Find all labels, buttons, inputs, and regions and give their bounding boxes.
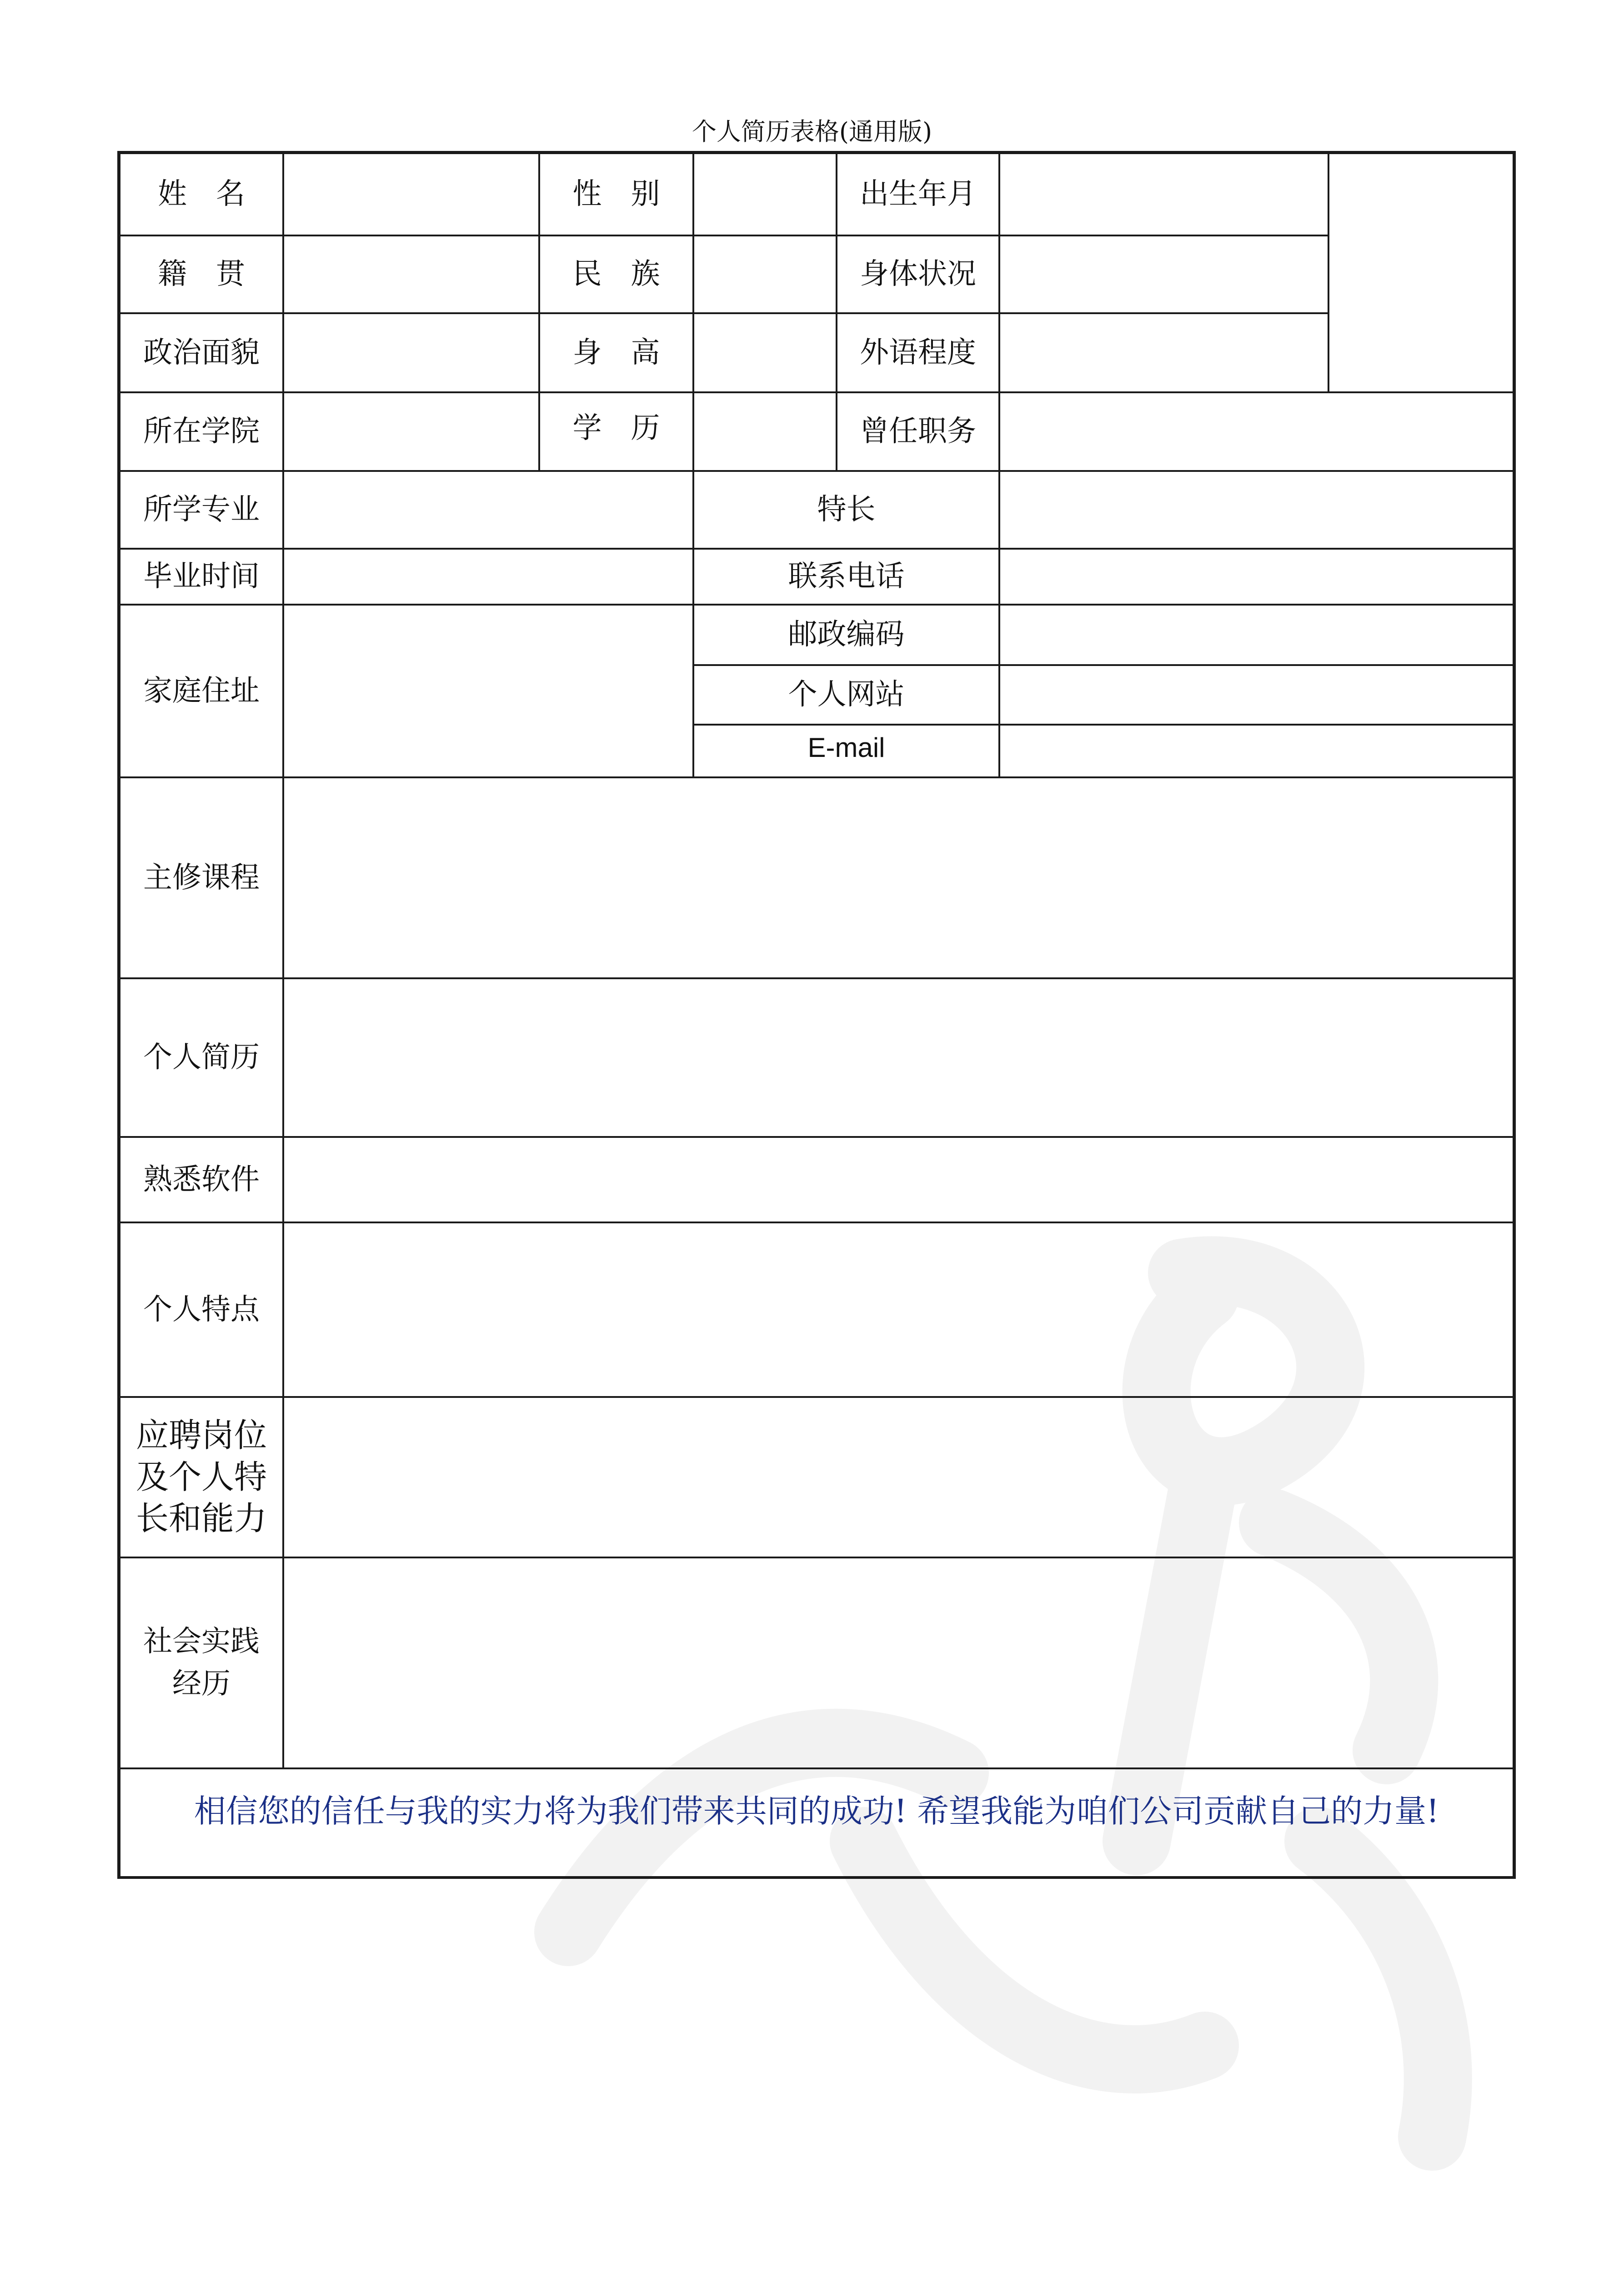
health-label: 身体状况 [860,257,976,291]
birth-field[interactable] [1000,154,1328,235]
college-label: 所在学院 [143,415,260,449]
website-label: 个人网站 [788,678,905,712]
website-field[interactable] [1000,666,1513,724]
ethnicity-label: 民 族 [572,257,660,291]
job-field[interactable] [284,1398,1513,1557]
software-field[interactable] [284,1138,1513,1222]
college-field[interactable] [284,393,538,470]
education-field[interactable] [694,393,836,470]
phone-field[interactable] [1000,550,1513,604]
birth-label: 出生年月 [860,177,976,211]
postcode-field[interactable] [1000,606,1513,664]
ethnicity-field[interactable] [694,236,836,312]
document-title: 个人简历表格(通用版) [692,117,932,146]
education-label: 学 历 [572,411,660,446]
practice-field[interactable] [284,1558,1513,1767]
specialty-field[interactable] [1000,472,1513,548]
major-field[interactable] [284,472,692,548]
email-field[interactable] [1000,726,1513,776]
name-field[interactable] [284,154,538,235]
software-label: 熟悉软件 [143,1162,260,1197]
language-label: 外语程度 [860,335,976,370]
height-label: 身 高 [572,335,660,370]
major-label: 所学专业 [143,493,260,527]
traits-field[interactable] [284,1223,1513,1396]
resume-label: 个人简历 [143,1041,260,1075]
footer-motto: 相信您的信任与我的实力将为我们带来共同的成功! 希望我能为咱们公司贡献自己的力量! [194,1792,1439,1830]
graduation-label: 毕业时间 [143,560,260,594]
graduation-field[interactable] [284,550,692,604]
origin-label: 籍 贯 [158,257,245,291]
positions-label: 曾任职务 [860,415,976,449]
height-field[interactable] [694,314,836,391]
table-border-left [117,151,120,1879]
practice-label: 社会实践 经历 [143,1625,260,1701]
language-field[interactable] [1000,314,1328,391]
origin-field[interactable] [284,236,538,312]
specialty-label: 特长 [817,493,876,527]
resume-field[interactable] [284,979,1513,1136]
courses-field[interactable] [284,778,1513,977]
traits-label: 个人特点 [143,1292,260,1327]
email-label: E-mail [807,732,885,763]
postcode-label: 邮政编码 [788,618,905,652]
name-label: 姓 名 [158,177,245,211]
table-border-right [1513,151,1516,1879]
positions-field[interactable] [1000,393,1513,470]
table-border-bottom [117,1876,1516,1879]
address-label: 家庭住址 [143,674,260,708]
job-label: 应聘岗位 及个人特 长和能力 [135,1416,267,1538]
gender-field[interactable] [694,154,836,235]
politics-field[interactable] [284,314,538,391]
address-field[interactable] [284,606,692,776]
phone-label: 联系电话 [788,560,905,594]
health-field[interactable] [1000,236,1328,312]
politics-label: 政治面貌 [143,335,260,370]
table-border-top [117,151,1516,154]
photo-box[interactable] [1329,154,1513,391]
courses-label: 主修课程 [143,861,260,895]
gender-label: 性 别 [572,177,660,211]
